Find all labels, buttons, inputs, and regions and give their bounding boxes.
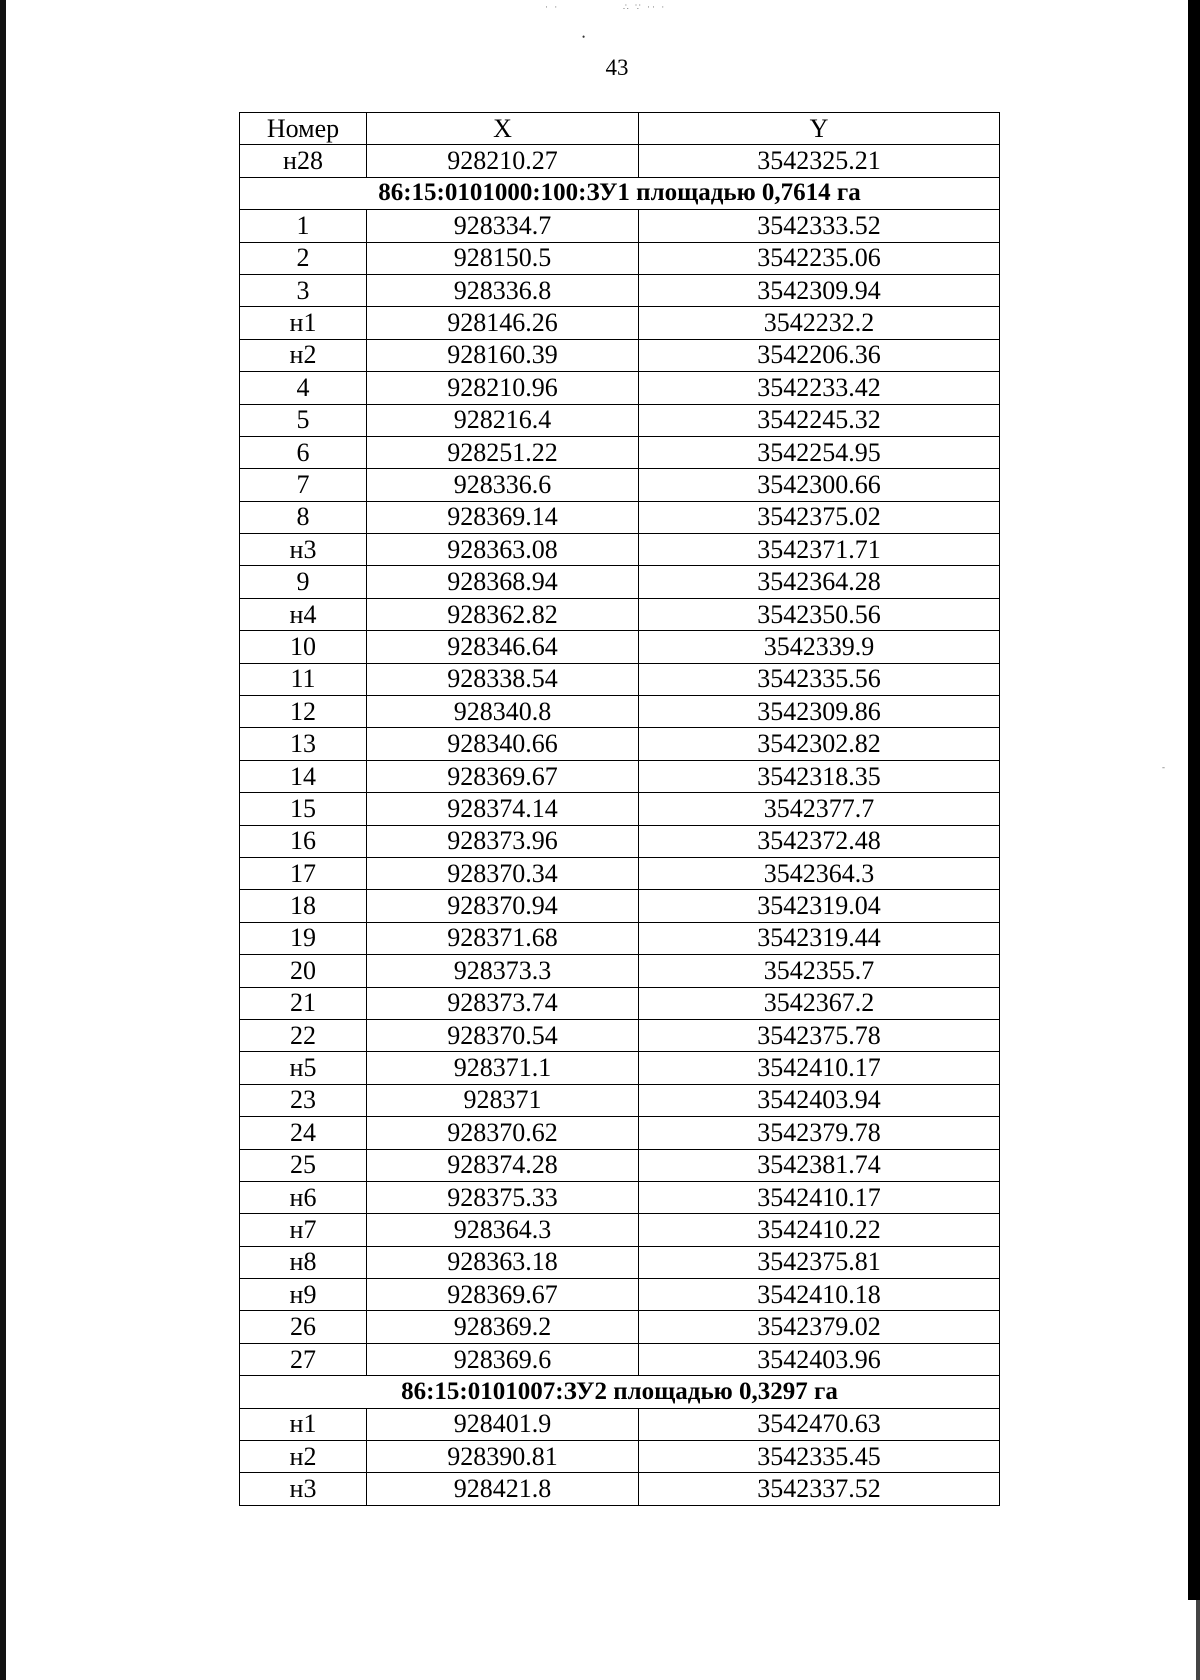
table-row: [240, 534, 1000, 566]
x-coordinate-cell: 928373.74: [367, 987, 639, 1019]
table-row: [240, 696, 1000, 728]
y-coordinate-cell: 3542235.06: [639, 242, 1000, 274]
coordinates-table: [239, 112, 1000, 1506]
x-coordinate-cell: 928334.7: [367, 210, 639, 242]
y-coordinate-cell: 3542335.56: [639, 663, 1000, 695]
table-row: [240, 922, 1000, 954]
y-coordinate-cell: 3542470.63: [639, 1408, 1000, 1440]
point-number-cell: 11: [240, 663, 367, 695]
point-number-cell: н1: [240, 1408, 367, 1440]
x-coordinate-cell: 928216.4: [367, 404, 639, 436]
scan-edge-right-bottom: [1196, 1600, 1200, 1680]
point-number-cell: 27: [240, 1343, 367, 1375]
table-row: [240, 955, 1000, 987]
y-coordinate-cell: 3542371.71: [639, 534, 1000, 566]
x-coordinate-cell: 928374.28: [367, 1149, 639, 1181]
point-number-cell: 12: [240, 696, 367, 728]
x-coordinate-cell: 928340.66: [367, 728, 639, 760]
table-row: [240, 663, 1000, 695]
table-row: [240, 307, 1000, 339]
point-number-cell: 5: [240, 404, 367, 436]
point-number-cell: 14: [240, 760, 367, 792]
table-row: [240, 1311, 1000, 1343]
table-row: [240, 1473, 1000, 1505]
x-coordinate-cell: 928336.6: [367, 469, 639, 501]
x-coordinate-cell: 928373.3: [367, 955, 639, 987]
x-coordinate-cell: 928370.94: [367, 890, 639, 922]
point-number-cell: 24: [240, 1117, 367, 1149]
y-coordinate-cell: 3542375.81: [639, 1246, 1000, 1278]
y-coordinate-cell: 3542337.52: [639, 1473, 1000, 1505]
y-coordinate-cell: 3542309.94: [639, 274, 1000, 306]
table-row: [240, 793, 1000, 825]
x-coordinate-cell: 928369.67: [367, 760, 639, 792]
page-number: 43: [605, 55, 629, 80]
x-coordinate-cell: 928368.94: [367, 566, 639, 598]
x-coordinate-cell: 928371.68: [367, 922, 639, 954]
table-row: [240, 404, 1000, 436]
y-coordinate-cell: 3542364.3: [639, 857, 1000, 889]
point-number-cell: н2: [240, 1441, 367, 1473]
table-row: [240, 1408, 1000, 1440]
y-coordinate-cell: 3542232.2: [639, 307, 1000, 339]
y-coordinate-cell: 3542355.7: [639, 955, 1000, 987]
y-coordinate-cell: 3542403.94: [639, 1084, 1000, 1116]
point-number-cell: 18: [240, 890, 367, 922]
x-coordinate-cell: 928150.5: [367, 242, 639, 274]
y-coordinate-cell: 3542367.2: [639, 987, 1000, 1019]
y-coordinate-cell: 3542381.74: [639, 1149, 1000, 1181]
table-row: [240, 598, 1000, 630]
table-row: [240, 1149, 1000, 1181]
table-row: [240, 1084, 1000, 1116]
x-coordinate-cell: 928340.8: [367, 696, 639, 728]
y-coordinate-cell: 3542302.82: [639, 728, 1000, 760]
table-row: [240, 566, 1000, 598]
scan-noise: •: [582, 32, 588, 42]
x-coordinate-cell: 928210.96: [367, 372, 639, 404]
x-coordinate-cell: 928369.14: [367, 501, 639, 533]
y-coordinate-cell: 3542206.36: [639, 339, 1000, 371]
x-coordinate-cell: 928346.64: [367, 631, 639, 663]
point-number-cell: 2: [240, 242, 367, 274]
x-coordinate-cell: 928370.54: [367, 1019, 639, 1051]
y-coordinate-cell: 3542410.18: [639, 1279, 1000, 1311]
x-coordinate-cell: 928421.8: [367, 1473, 639, 1505]
table-row: [240, 469, 1000, 501]
y-coordinate-cell: 3542372.48: [639, 825, 1000, 857]
y-coordinate-cell: 3542375.02: [639, 501, 1000, 533]
table-row: [240, 987, 1000, 1019]
y-coordinate-cell: 3542335.45: [639, 1441, 1000, 1473]
table-row: [240, 274, 1000, 306]
x-coordinate-cell: 928146.26: [367, 307, 639, 339]
table-row: [240, 1246, 1000, 1278]
table-row: [240, 501, 1000, 533]
table-row: [240, 825, 1000, 857]
table-row: [240, 1279, 1000, 1311]
table-row: [240, 890, 1000, 922]
x-coordinate-cell: 928371: [367, 1084, 639, 1116]
section-row: [240, 1376, 1000, 1408]
scan-noise: -: [1162, 762, 1167, 772]
point-number-cell: 26: [240, 1311, 367, 1343]
table-row: [240, 1052, 1000, 1084]
table-row: [240, 1441, 1000, 1473]
table-header-row: [240, 113, 1000, 145]
x-coordinate-cell: 928370.34: [367, 857, 639, 889]
table-row: [240, 210, 1000, 242]
point-number-cell: 4: [240, 372, 367, 404]
y-coordinate-cell: 3542350.56: [639, 598, 1000, 630]
point-number-cell: н2: [240, 339, 367, 371]
table-row: [240, 760, 1000, 792]
point-number-cell: 17: [240, 857, 367, 889]
x-coordinate-cell: 928369.2: [367, 1311, 639, 1343]
table-row: [240, 1343, 1000, 1375]
scan-edge-left: [0, 0, 6, 1680]
x-coordinate-cell: 928210.27: [367, 145, 639, 177]
point-number-cell: 25: [240, 1149, 367, 1181]
point-number-cell: 21: [240, 987, 367, 1019]
point-number-cell: н8: [240, 1246, 367, 1278]
x-coordinate-cell: 928369.6: [367, 1343, 639, 1375]
x-coordinate-cell: 928362.82: [367, 598, 639, 630]
x-coordinate-cell: 928374.14: [367, 793, 639, 825]
point-number-cell: н3: [240, 534, 367, 566]
header-x: X: [367, 113, 639, 145]
y-coordinate-cell: 3542410.17: [639, 1052, 1000, 1084]
x-coordinate-cell: 928373.96: [367, 825, 639, 857]
y-coordinate-cell: 3542300.66: [639, 469, 1000, 501]
x-coordinate-cell: 928401.9: [367, 1408, 639, 1440]
point-number-cell: 22: [240, 1019, 367, 1051]
x-coordinate-cell: 928338.54: [367, 663, 639, 695]
y-coordinate-cell: 3542403.96: [639, 1343, 1000, 1375]
y-coordinate-cell: 3542410.22: [639, 1214, 1000, 1246]
x-coordinate-cell: 928160.39: [367, 339, 639, 371]
table-row: [240, 728, 1000, 760]
header-number: Номер: [240, 113, 367, 145]
x-coordinate-cell: 928336.8: [367, 274, 639, 306]
table-row: [240, 1214, 1000, 1246]
section-row: [240, 177, 1000, 209]
table-body: [240, 145, 1000, 1505]
scan-noise: · · ∴ ∵ ·· ·: [545, 2, 667, 12]
y-coordinate-cell: 3542377.7: [639, 793, 1000, 825]
table-row: [240, 339, 1000, 371]
table-row: [240, 1019, 1000, 1051]
header-y: Y: [639, 113, 1000, 145]
point-number-cell: 1: [240, 210, 367, 242]
point-number-cell: н5: [240, 1052, 367, 1084]
section-title: 86:15:0101007:ЗУ2 площадью 0,3297 га: [240, 1376, 1000, 1408]
table-row: [240, 436, 1000, 468]
point-number-cell: 15: [240, 793, 367, 825]
point-number-cell: 7: [240, 469, 367, 501]
x-coordinate-cell: 928363.18: [367, 1246, 639, 1278]
section-title: 86:15:0101000:100:ЗУ1 площадью 0,7614 га: [240, 177, 1000, 209]
x-coordinate-cell: 928371.1: [367, 1052, 639, 1084]
x-coordinate-cell: 928251.22: [367, 436, 639, 468]
table-row: [240, 631, 1000, 663]
x-coordinate-cell: 928375.33: [367, 1181, 639, 1213]
y-coordinate-cell: 3542245.32: [639, 404, 1000, 436]
y-coordinate-cell: 3542254.95: [639, 436, 1000, 468]
point-number-cell: 20: [240, 955, 367, 987]
y-coordinate-cell: 3542379.02: [639, 1311, 1000, 1343]
table-row: [240, 372, 1000, 404]
y-coordinate-cell: 3542319.04: [639, 890, 1000, 922]
x-coordinate-cell: 928390.81: [367, 1441, 639, 1473]
point-number-cell: 23: [240, 1084, 367, 1116]
y-coordinate-cell: 3542333.52: [639, 210, 1000, 242]
point-number-cell: 10: [240, 631, 367, 663]
point-number-cell: 13: [240, 728, 367, 760]
point-number-cell: н6: [240, 1181, 367, 1213]
point-number-cell: н9: [240, 1279, 367, 1311]
point-number-cell: н3: [240, 1473, 367, 1505]
y-coordinate-cell: 3542339.9: [639, 631, 1000, 663]
table-row: [240, 145, 1000, 177]
y-coordinate-cell: 3542318.35: [639, 760, 1000, 792]
y-coordinate-cell: 3542319.44: [639, 922, 1000, 954]
table-row: [240, 1117, 1000, 1149]
point-number-cell: 8: [240, 501, 367, 533]
y-coordinate-cell: 3542379.78: [639, 1117, 1000, 1149]
table-row: [240, 1181, 1000, 1213]
y-coordinate-cell: 3542309.86: [639, 696, 1000, 728]
point-number-cell: н28: [240, 145, 367, 177]
y-coordinate-cell: 3542375.78: [639, 1019, 1000, 1051]
x-coordinate-cell: 928369.67: [367, 1279, 639, 1311]
point-number-cell: н4: [240, 598, 367, 630]
table-row: [240, 242, 1000, 274]
point-number-cell: 3: [240, 274, 367, 306]
y-coordinate-cell: 3542364.28: [639, 566, 1000, 598]
point-number-cell: н7: [240, 1214, 367, 1246]
x-coordinate-cell: 928364.3: [367, 1214, 639, 1246]
table-row: [240, 857, 1000, 889]
x-coordinate-cell: 928363.08: [367, 534, 639, 566]
point-number-cell: 9: [240, 566, 367, 598]
point-number-cell: 16: [240, 825, 367, 857]
point-number-cell: 19: [240, 922, 367, 954]
y-coordinate-cell: 3542233.42: [639, 372, 1000, 404]
y-coordinate-cell: 3542410.17: [639, 1181, 1000, 1213]
x-coordinate-cell: 928370.62: [367, 1117, 639, 1149]
scan-edge-right: [1188, 0, 1200, 1600]
point-number-cell: 6: [240, 436, 367, 468]
point-number-cell: н1: [240, 307, 367, 339]
y-coordinate-cell: 3542325.21: [639, 145, 1000, 177]
